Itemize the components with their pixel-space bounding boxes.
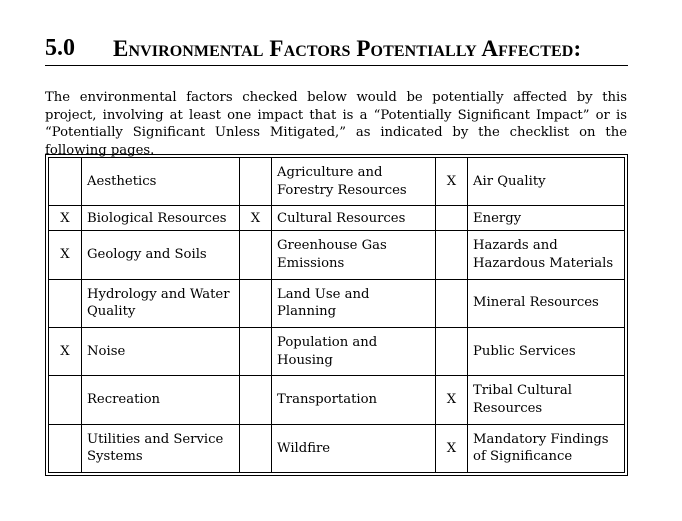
factor-label: Transportation	[272, 376, 436, 424]
checkbox-cell[interactable]	[240, 327, 272, 375]
factor-label: Air Quality	[468, 158, 625, 206]
checkbox-cell[interactable]	[240, 376, 272, 424]
factor-label: Biological Resources	[82, 206, 240, 231]
factor-label: Aesthetics	[82, 158, 240, 206]
factor-label: Energy	[468, 206, 625, 231]
table-row	[49, 327, 625, 375]
section-heading	[45, 33, 628, 66]
factor-label: Utilities and Service Systems	[82, 424, 240, 472]
factor-label: Hydrology and Water Quality	[82, 279, 240, 327]
checkbox-cell[interactable]	[49, 424, 82, 472]
factor-label: Hazards and Hazardous Materials	[468, 231, 625, 279]
intro-paragraph: The environmental factors checked below would be potentially affected by this project, involving at least one impact that is a “Potentially Significant Impact” or is “Potentially Significant Unless Mitigated,” as indicated by the checklist on the following pages.	[45, 90, 627, 158]
checkbox-cell[interactable]: X	[240, 206, 272, 231]
checkbox-cell[interactable]	[436, 327, 468, 375]
factor-label: Wildfire	[272, 424, 436, 472]
checkbox-cell[interactable]	[436, 206, 468, 231]
factor-label: Tribal Cultural Resources	[468, 376, 625, 424]
environmental-factors-checklist	[45, 154, 628, 476]
checkbox-cell[interactable]: X	[436, 158, 468, 206]
checkbox-cell[interactable]	[49, 158, 82, 206]
table-row	[49, 279, 625, 327]
factor-label: Cultural Resources	[272, 206, 436, 231]
checkbox-cell[interactable]: X	[49, 231, 82, 279]
checkbox-cell[interactable]: X	[49, 327, 82, 375]
factor-label: Greenhouse Gas Emissions	[272, 231, 436, 279]
section-title: Environmental Factors Potentially Affected:	[113, 36, 582, 61]
checkbox-cell[interactable]	[436, 279, 468, 327]
table-row	[49, 231, 625, 279]
section-number: 5.0	[45, 35, 75, 61]
factors-table	[48, 157, 625, 473]
table-row	[49, 206, 625, 231]
factor-label: Noise	[82, 327, 240, 375]
checkbox-cell[interactable]	[240, 158, 272, 206]
checkbox-cell[interactable]	[49, 376, 82, 424]
factor-label: Public Services	[468, 327, 625, 375]
checkbox-cell[interactable]: X	[436, 424, 468, 472]
checkbox-cell[interactable]: X	[436, 376, 468, 424]
factor-label: Agriculture and Forestry Resources	[272, 158, 436, 206]
checkbox-cell[interactable]	[436, 231, 468, 279]
factor-label: Mineral Resources	[468, 279, 625, 327]
checkbox-cell[interactable]: X	[49, 206, 82, 231]
table-row	[49, 424, 625, 472]
factor-label: Recreation	[82, 376, 240, 424]
factor-label: Geology and Soils	[82, 231, 240, 279]
checkbox-cell[interactable]	[240, 424, 272, 472]
checkbox-cell[interactable]	[240, 231, 272, 279]
factor-label: Mandatory Findings of Significance	[468, 424, 625, 472]
factor-label: Population and Housing	[272, 327, 436, 375]
factor-label: Land Use and Planning	[272, 279, 436, 327]
checkbox-cell[interactable]	[240, 279, 272, 327]
table-row	[49, 376, 625, 424]
checkbox-cell[interactable]	[49, 279, 82, 327]
table-row	[49, 158, 625, 206]
